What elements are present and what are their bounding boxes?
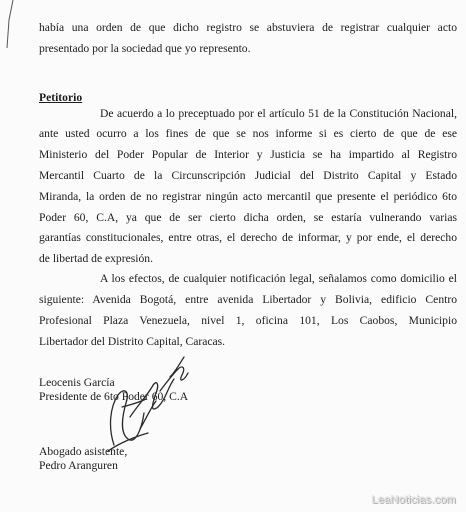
notice-line-1: A los efectos, de cualquier notificación legal, señalamos como domicilio el <box>100 272 457 285</box>
petition-line-3: Ministerio del Poder Popular de Interior y Justicia se ha impartido al Registro <box>39 148 457 161</box>
petition-line-5: Miranda, la orden de no registrar ningún acto mercantil que presente el periódico 6to <box>39 190 457 203</box>
margin-mark-graphic <box>4 0 16 50</box>
notice-line-3: Profesional Plaza Venezuela, nivel 1, oficina 101, Los Caobos, Municipio <box>39 314 457 327</box>
petition-line-1: De acuerdo a lo preceptuado por el artículo 51 de la Constitución Nacional, <box>100 107 457 120</box>
intro-line-2: presentado por la sociedad que yo represento. <box>39 42 251 55</box>
lawyer-name: Pedro Aranguren <box>39 459 118 472</box>
watermark-text: LeaNoticias.com <box>371 494 456 506</box>
petition-line-4: Mercantil Cuarto de la Circunscripción Judicial del Distrito Capital y Estado <box>39 169 457 182</box>
signer-title: Presidente de 6to Poder 60, C.A <box>39 390 189 403</box>
petition-line-2: ante usted ocurro a los fines de que se nos informe si es cierto de que de ese <box>39 127 457 140</box>
signer-name: Leocenis García <box>39 376 115 389</box>
petition-line-6: Poder 60, C.A, ya que de ser cierto dicha orden, se estaría vulnerando varias <box>39 211 457 224</box>
petition-line-8: de libertad de expresión. <box>39 252 153 265</box>
handwritten-signature <box>100 347 196 457</box>
notice-line-2: siguiente: Avenida Bogotá, entre avenida Libertador y Bolivia, edificio Centro <box>39 293 457 306</box>
intro-line-1: había una orden de que dicho registro se abstuviera de registrar cualquier acto <box>39 21 457 34</box>
lawyer-role: Abogado asistente, <box>39 445 128 458</box>
petition-heading: Petitorio <box>39 91 83 104</box>
notice-line-4: Libertador del Distrito Capital, Caracas. <box>39 335 226 348</box>
petition-line-7: garantías constitucionales, entre otras, el derecho de informar, y por ende, el derecho <box>39 231 457 244</box>
